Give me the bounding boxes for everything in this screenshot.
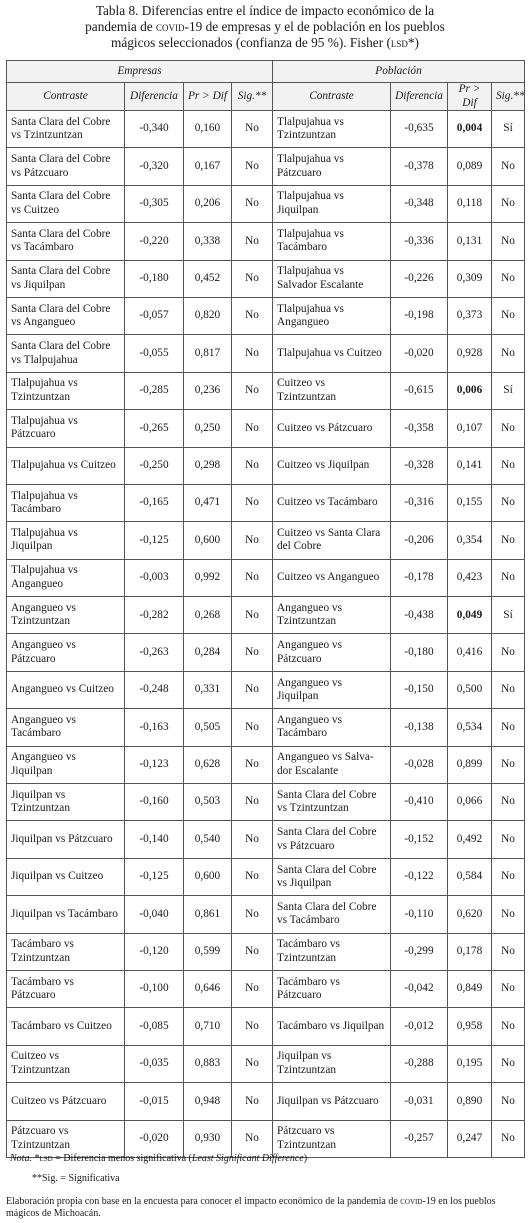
cell-sig-empresas: No — [232, 746, 273, 783]
cell-sig-poblacion: No — [492, 559, 525, 596]
cell-pr-poblacion: 0,006 — [448, 372, 492, 409]
cell-sig-poblacion: No — [492, 335, 525, 372]
cell-sig-empresas: No — [232, 1120, 273, 1157]
table-title — [0, 3, 530, 50]
cell-contraste-empresas: Jiquilpan vs Tzintzuntzan — [7, 784, 125, 821]
table-row — [7, 260, 525, 297]
cell-sig-poblacion: No — [492, 297, 525, 334]
header-contraste-poblacion: Contraste — [273, 83, 391, 111]
cell-contraste-poblacion: Tlalpujahua vs Jiquilpan — [273, 185, 391, 222]
cell-pr-empresas: 0,284 — [184, 634, 232, 671]
cell-diferencia-empresas: -0,125 — [125, 522, 184, 559]
table-row — [7, 746, 525, 783]
cell-pr-empresas: 0,600 — [184, 522, 232, 559]
cell-diferencia-empresas: -0,165 — [125, 484, 184, 521]
cell-sig-poblacion: No — [492, 784, 525, 821]
header-sig-poblacion: Sig.** — [492, 83, 525, 111]
cell-diferencia-poblacion: -0,180 — [391, 634, 448, 671]
cell-contraste-poblacion: Angangueo vs Salva-dor Escalante — [273, 746, 391, 783]
cell-diferencia-empresas: -0,285 — [125, 372, 184, 409]
cell-pr-poblacion: 0,049 — [448, 597, 492, 634]
cell-contraste-empresas: Cuitzeo vs Pátzcuaro — [7, 1083, 125, 1120]
cell-contraste-empresas: Angangueo vs Tzintzuntzan — [7, 597, 125, 634]
note-sig: **Sig. = Significativa — [32, 1173, 120, 1184]
cell-sig-poblacion: No — [492, 522, 525, 559]
cell-diferencia-poblacion: -0,438 — [391, 597, 448, 634]
cell-contraste-empresas: Jiquilpan vs Cuitzeo — [7, 858, 125, 895]
cell-contraste-poblacion: Cuitzeo vs Angangueo — [273, 559, 391, 596]
cell-diferencia-empresas: -0,120 — [125, 933, 184, 970]
cell-pr-empresas: 0,710 — [184, 1008, 232, 1045]
cell-sig-empresas: No — [232, 709, 273, 746]
cell-sig-empresas: No — [232, 597, 273, 634]
cell-sig-empresas: No — [232, 821, 273, 858]
cell-contraste-empresas: Tacámbaro vs Pátzcuaro — [7, 970, 125, 1007]
table-row — [7, 1008, 525, 1045]
table-row — [7, 1045, 525, 1082]
cell-pr-empresas: 0,236 — [184, 372, 232, 409]
cell-pr-empresas: 0,250 — [184, 410, 232, 447]
cell-contraste-empresas: Tacámbaro vs Tzintzuntzan — [7, 933, 125, 970]
cell-contraste-empresas: Santa Clara del Cobre vs Jiquilpan — [7, 260, 125, 297]
cell-pr-empresas: 0,167 — [184, 148, 232, 185]
cell-contraste-poblacion: Tacámbaro vs Tzintzuntzan — [273, 933, 391, 970]
cell-pr-poblacion: 0,354 — [448, 522, 492, 559]
cell-pr-empresas: 0,883 — [184, 1045, 232, 1082]
cell-sig-poblacion: No — [492, 260, 525, 297]
cell-contraste-poblacion: Angangueo vs Pátzcuaro — [273, 634, 391, 671]
cell-sig-empresas: No — [232, 634, 273, 671]
table-row — [7, 484, 525, 521]
table-body — [7, 61, 525, 1158]
cell-contraste-poblacion: Tacámbaro vs Jiquilpan — [273, 1008, 391, 1045]
cell-contraste-empresas: Angangueo vs Tacámbaro — [7, 709, 125, 746]
cell-pr-poblacion: 0,492 — [448, 821, 492, 858]
table-row — [7, 784, 525, 821]
cell-diferencia-empresas: -0,305 — [125, 185, 184, 222]
table-row — [7, 671, 525, 708]
cell-pr-empresas: 0,948 — [184, 1083, 232, 1120]
cell-diferencia-poblacion: -0,336 — [391, 223, 448, 260]
cell-sig-poblacion: Sí — [492, 597, 525, 634]
group-header-row — [7, 61, 525, 83]
cell-sig-empresas: No — [232, 522, 273, 559]
cell-contraste-poblacion: Cuitzeo vs Tzintzuntzan — [273, 372, 391, 409]
cell-pr-poblacion: 0,089 — [448, 148, 492, 185]
cell-diferencia-empresas: -0,340 — [125, 111, 184, 148]
cell-sig-poblacion: No — [492, 185, 525, 222]
cell-contraste-poblacion: Tlalpujahua vs Tzintzuntzan — [273, 111, 391, 148]
cell-sig-empresas: No — [232, 335, 273, 372]
cell-diferencia-poblacion: -0,378 — [391, 148, 448, 185]
cell-sig-empresas: No — [232, 111, 273, 148]
table-row — [7, 597, 525, 634]
cell-contraste-poblacion: Cuitzeo vs Jiquilpan — [273, 447, 391, 484]
cell-diferencia-empresas: -0,220 — [125, 223, 184, 260]
table-row — [7, 335, 525, 372]
cell-pr-empresas: 0,452 — [184, 260, 232, 297]
cell-pr-poblacion: 0,004 — [448, 111, 492, 148]
cell-diferencia-poblacion: -0,288 — [391, 1045, 448, 1082]
table-row — [7, 821, 525, 858]
cell-diferencia-poblacion: -0,042 — [391, 970, 448, 1007]
cell-contraste-poblacion: Cuitzeo vs Santa Clara del Cobre — [273, 522, 391, 559]
cell-diferencia-empresas: -0,180 — [125, 260, 184, 297]
cell-sig-empresas: No — [232, 896, 273, 933]
cell-diferencia-poblacion: -0,198 — [391, 297, 448, 334]
cell-sig-empresas: No — [232, 447, 273, 484]
cell-pr-poblacion: 0,066 — [448, 784, 492, 821]
cell-contraste-empresas: Santa Clara del Cobre vs Tacámbaro — [7, 223, 125, 260]
table-row — [7, 1083, 525, 1120]
cell-pr-empresas: 0,206 — [184, 185, 232, 222]
cell-diferencia-empresas: -0,040 — [125, 896, 184, 933]
cell-sig-poblacion: No — [492, 671, 525, 708]
cell-pr-empresas: 0,471 — [184, 484, 232, 521]
cell-contraste-poblacion: Santa Clara del Cobre vs Pátzcuaro — [273, 821, 391, 858]
cell-sig-poblacion: No — [492, 484, 525, 521]
cell-contraste-poblacion: Tlalpujahua vs Pátzcuaro — [273, 148, 391, 185]
cell-pr-poblacion: 0,849 — [448, 970, 492, 1007]
table-row — [7, 559, 525, 596]
cell-sig-poblacion: No — [492, 1083, 525, 1120]
header-diferencia-poblacion: Diferencia — [391, 83, 448, 111]
cell-contraste-poblacion: Cuitzeo vs Tacámbaro — [273, 484, 391, 521]
cell-pr-poblacion: 0,928 — [448, 335, 492, 372]
title-line-2: pandemia de covid-19 de empresas y el de población en los pueblos — [85, 18, 445, 34]
cell-contraste-poblacion: Cuitzeo vs Pátzcuaro — [273, 410, 391, 447]
cell-sig-empresas: No — [232, 484, 273, 521]
cell-pr-poblacion: 0,584 — [448, 858, 492, 895]
cell-sig-empresas: No — [232, 559, 273, 596]
cell-diferencia-poblacion: -0,226 — [391, 260, 448, 297]
table-row — [7, 223, 525, 260]
cell-contraste-empresas: Angangueo vs Jiquilpan — [7, 746, 125, 783]
cell-pr-empresas: 0,268 — [184, 597, 232, 634]
cell-diferencia-empresas: -0,248 — [125, 671, 184, 708]
cell-diferencia-empresas: -0,015 — [125, 1083, 184, 1120]
cell-pr-empresas: 0,503 — [184, 784, 232, 821]
header-diferencia-empresas: Diferencia — [125, 83, 184, 111]
cell-diferencia-poblacion: -0,410 — [391, 784, 448, 821]
cell-contraste-poblacion: Santa Clara del Cobre vs Tacámbaro — [273, 896, 391, 933]
cell-contraste-empresas: Tlalpujahua vs Jiquilpan — [7, 522, 125, 559]
cell-contraste-empresas: Jiquilpan vs Pátzcuaro — [7, 821, 125, 858]
group-poblacion: Población — [273, 61, 525, 83]
cell-diferencia-poblacion: -0,635 — [391, 111, 448, 148]
cell-diferencia-poblacion: -0,028 — [391, 746, 448, 783]
cell-diferencia-empresas: -0,160 — [125, 784, 184, 821]
cell-sig-poblacion: No — [492, 709, 525, 746]
cell-sig-poblacion: No — [492, 970, 525, 1007]
header-pr-empresas: Pr > Dif — [184, 83, 232, 111]
cell-contraste-poblacion: Santa Clara del Cobre vs Tzintzuntzan — [273, 784, 391, 821]
table-row — [7, 634, 525, 671]
cell-sig-poblacion: No — [492, 1045, 525, 1082]
cell-pr-poblacion: 0,195 — [448, 1045, 492, 1082]
cell-contraste-poblacion: Santa Clara del Cobre vs Jiquilpan — [273, 858, 391, 895]
cell-contraste-poblacion: Angangueo vs Jiquilpan — [273, 671, 391, 708]
cell-pr-poblacion: 0,141 — [448, 447, 492, 484]
cell-pr-poblacion: 0,131 — [448, 223, 492, 260]
cell-pr-poblacion: 0,309 — [448, 260, 492, 297]
cell-contraste-empresas: Tlalpujahua vs Angangueo — [7, 559, 125, 596]
cell-pr-empresas: 0,861 — [184, 896, 232, 933]
header-pr-poblacion: Pr > Dif — [448, 83, 492, 111]
cell-sig-poblacion: No — [492, 634, 525, 671]
table-row — [7, 372, 525, 409]
cell-sig-poblacion: No — [492, 858, 525, 895]
cell-diferencia-empresas: -0,020 — [125, 1120, 184, 1157]
cell-sig-poblacion: No — [492, 223, 525, 260]
cell-pr-empresas: 0,160 — [184, 111, 232, 148]
cell-contraste-poblacion: Tlalpujahua vs Tacámbaro — [273, 223, 391, 260]
cell-contraste-empresas: Tlalpujahua vs Pátzcuaro — [7, 410, 125, 447]
cell-sig-empresas: No — [232, 970, 273, 1007]
cell-sig-poblacion: No — [492, 410, 525, 447]
cell-sig-poblacion: No — [492, 821, 525, 858]
cell-pr-poblacion: 0,107 — [448, 410, 492, 447]
cell-diferencia-empresas: -0,057 — [125, 297, 184, 334]
table-row — [7, 896, 525, 933]
cell-pr-poblacion: 0,247 — [448, 1120, 492, 1157]
cell-contraste-empresas: Angangueo vs Cuitzeo — [7, 671, 125, 708]
cell-contraste-poblacion: Angangueo vs Tacámbaro — [273, 709, 391, 746]
cell-sig-empresas: No — [232, 1008, 273, 1045]
column-header-row — [7, 83, 525, 111]
cell-diferencia-empresas: -0,263 — [125, 634, 184, 671]
cell-diferencia-poblacion: -0,150 — [391, 671, 448, 708]
cell-diferencia-empresas: -0,100 — [125, 970, 184, 1007]
cell-diferencia-poblacion: -0,110 — [391, 896, 448, 933]
cell-pr-empresas: 0,599 — [184, 933, 232, 970]
cell-contraste-empresas: Tlalpujahua vs Tacámbaro — [7, 484, 125, 521]
cell-diferencia-poblacion: -0,138 — [391, 709, 448, 746]
table-row — [7, 933, 525, 970]
cell-pr-empresas: 0,338 — [184, 223, 232, 260]
cell-pr-empresas: 0,628 — [184, 746, 232, 783]
table-row — [7, 148, 525, 185]
cell-pr-empresas: 0,820 — [184, 297, 232, 334]
cell-diferencia-empresas: -0,282 — [125, 597, 184, 634]
cell-diferencia-poblacion: -0,122 — [391, 858, 448, 895]
cell-diferencia-empresas: -0,055 — [125, 335, 184, 372]
table-row — [7, 185, 525, 222]
cell-contraste-empresas: Santa Clara del Cobre vs Pátzcuaro — [7, 148, 125, 185]
cell-contraste-poblacion: Tlalpujahua vs Salvador Escalante — [273, 260, 391, 297]
cell-diferencia-poblacion: -0,206 — [391, 522, 448, 559]
cell-contraste-empresas: Cuitzeo vs Tzintzuntzan — [7, 1045, 125, 1082]
title-line-1: Tabla 8. Diferencias entre el índice de impacto económico de la — [95, 3, 435, 18]
cell-sig-empresas: No — [232, 223, 273, 260]
cell-sig-empresas: No — [232, 372, 273, 409]
cell-sig-poblacion: No — [492, 746, 525, 783]
cell-diferencia-empresas: -0,085 — [125, 1008, 184, 1045]
note-lsd: Nota. *lsd = Diferencia menos significativa (Least Significant Difference) — [10, 1153, 308, 1164]
table-row — [7, 297, 525, 334]
cell-diferencia-poblacion: -0,328 — [391, 447, 448, 484]
cell-pr-empresas: 0,505 — [184, 709, 232, 746]
header-sig-empresas: Sig.** — [232, 83, 273, 111]
cell-diferencia-poblacion: -0,178 — [391, 559, 448, 596]
cell-sig-poblacion: No — [492, 447, 525, 484]
cell-contraste-poblacion: Jiquilpan vs Tzintzuntzan — [273, 1045, 391, 1082]
cell-diferencia-empresas: -0,035 — [125, 1045, 184, 1082]
cell-pr-empresas: 0,331 — [184, 671, 232, 708]
table-row — [7, 410, 525, 447]
cell-diferencia-poblacion: -0,257 — [391, 1120, 448, 1157]
cell-sig-empresas: No — [232, 410, 273, 447]
cell-pr-poblacion: 0,416 — [448, 634, 492, 671]
cell-sig-empresas: No — [232, 297, 273, 334]
table-row — [7, 709, 525, 746]
cell-diferencia-empresas: -0,320 — [125, 148, 184, 185]
cell-sig-poblacion: No — [492, 1008, 525, 1045]
cell-sig-poblacion: No — [492, 148, 525, 185]
cell-diferencia-empresas: -0,265 — [125, 410, 184, 447]
cell-pr-poblacion: 0,620 — [448, 896, 492, 933]
cell-pr-poblacion: 0,423 — [448, 559, 492, 596]
cell-contraste-poblacion: Tacámbaro vs Pátzcuaro — [273, 970, 391, 1007]
cell-sig-poblacion: Sí — [492, 111, 525, 148]
cell-diferencia-poblacion: -0,031 — [391, 1083, 448, 1120]
cell-diferencia-empresas: -0,250 — [125, 447, 184, 484]
cell-sig-poblacion: Sí — [492, 372, 525, 409]
cell-contraste-empresas: Jiquilpan vs Tacámbaro — [7, 896, 125, 933]
cell-pr-empresas: 0,817 — [184, 335, 232, 372]
cell-pr-poblacion: 0,534 — [448, 709, 492, 746]
table-row — [7, 858, 525, 895]
table-row — [7, 970, 525, 1007]
cell-pr-empresas: 0,992 — [184, 559, 232, 596]
cell-sig-empresas: No — [232, 148, 273, 185]
note-source: Elaboración propia con base en la encuesta para conocer el impacto económico de la pandemia de covid-19 en los pueblos mágicos de Michoacán. — [6, 1196, 496, 1219]
cell-contraste-empresas: Santa Clara del Cobre vs Tzintzuntzan — [7, 111, 125, 148]
cell-contraste-poblacion: Tlalpujahua vs Angangueo — [273, 297, 391, 334]
cell-sig-empresas: No — [232, 1045, 273, 1082]
cell-diferencia-poblacion: -0,152 — [391, 821, 448, 858]
cell-diferencia-poblacion: -0,358 — [391, 410, 448, 447]
cell-sig-empresas: No — [232, 260, 273, 297]
cell-pr-poblacion: 0,890 — [448, 1083, 492, 1120]
table-row — [7, 522, 525, 559]
cell-pr-empresas: 0,930 — [184, 1120, 232, 1157]
cell-contraste-poblacion: Pátzcuaro vs Tzintzuntzan — [273, 1120, 391, 1157]
cell-pr-empresas: 0,540 — [184, 821, 232, 858]
cell-diferencia-poblacion: -0,615 — [391, 372, 448, 409]
cell-pr-poblacion: 0,118 — [448, 185, 492, 222]
table-row — [7, 447, 525, 484]
group-empresas: Empresas — [7, 61, 273, 83]
cell-diferencia-empresas: -0,123 — [125, 746, 184, 783]
cell-diferencia-empresas: -0,140 — [125, 821, 184, 858]
cell-diferencia-empresas: -0,003 — [125, 559, 184, 596]
cell-diferencia-empresas: -0,163 — [125, 709, 184, 746]
cell-diferencia-poblacion: -0,348 — [391, 185, 448, 222]
cell-pr-poblacion: 0,155 — [448, 484, 492, 521]
cell-sig-empresas: No — [232, 185, 273, 222]
cell-diferencia-poblacion: -0,012 — [391, 1008, 448, 1045]
table-row — [7, 111, 525, 148]
cell-pr-poblacion: 0,373 — [448, 297, 492, 334]
cell-diferencia-poblacion: -0,299 — [391, 933, 448, 970]
cell-pr-poblacion: 0,178 — [448, 933, 492, 970]
contrast-table — [6, 60, 525, 1158]
cell-contraste-poblacion: Jiquilpan vs Pátzcuaro — [273, 1083, 391, 1120]
cell-contraste-empresas: Angangueo vs Pátzcuaro — [7, 634, 125, 671]
cell-contraste-empresas: Tacámbaro vs Cuitzeo — [7, 1008, 125, 1045]
table-row — [7, 1120, 525, 1157]
cell-pr-empresas: 0,600 — [184, 858, 232, 895]
title-line-3: mágicos seleccionados (confianza de 95 %). Fisher (lsd*) — [111, 34, 419, 50]
cell-sig-empresas: No — [232, 784, 273, 821]
cell-contraste-empresas: Tlalpujahua vs Cuitzeo — [7, 447, 125, 484]
cell-contraste-empresas: Pátzcuaro vs Tzintzuntzan — [7, 1120, 125, 1157]
cell-diferencia-poblacion: -0,020 — [391, 335, 448, 372]
cell-sig-empresas: No — [232, 858, 273, 895]
cell-contraste-empresas: Santa Clara del Cobre vs Tlalpujahua — [7, 335, 125, 372]
cell-sig-poblacion: No — [492, 896, 525, 933]
cell-contraste-poblacion: Angangueo vs Tzintzuntzan — [273, 597, 391, 634]
cell-pr-poblacion: 0,500 — [448, 671, 492, 708]
cell-diferencia-empresas: -0,125 — [125, 858, 184, 895]
cell-sig-poblacion: No — [492, 1120, 525, 1157]
cell-contraste-poblacion: Tlalpujahua vs Cuitzeo — [273, 335, 391, 372]
cell-pr-poblacion: 0,958 — [448, 1008, 492, 1045]
cell-diferencia-poblacion: -0,316 — [391, 484, 448, 521]
cell-sig-poblacion: No — [492, 933, 525, 970]
cell-contraste-empresas: Tlalpujahua vs Tzintzuntzan — [7, 372, 125, 409]
cell-pr-poblacion: 0,899 — [448, 746, 492, 783]
cell-contraste-empresas: Santa Clara del Cobre vs Angangueo — [7, 297, 125, 334]
cell-sig-empresas: No — [232, 1083, 273, 1120]
cell-sig-empresas: No — [232, 933, 273, 970]
header-contraste-empresas: Contraste — [7, 83, 125, 111]
cell-sig-empresas: No — [232, 671, 273, 708]
cell-pr-empresas: 0,298 — [184, 447, 232, 484]
cell-contraste-empresas: Santa Clara del Cobre vs Cuitzeo — [7, 185, 125, 222]
cell-pr-empresas: 0,646 — [184, 970, 232, 1007]
